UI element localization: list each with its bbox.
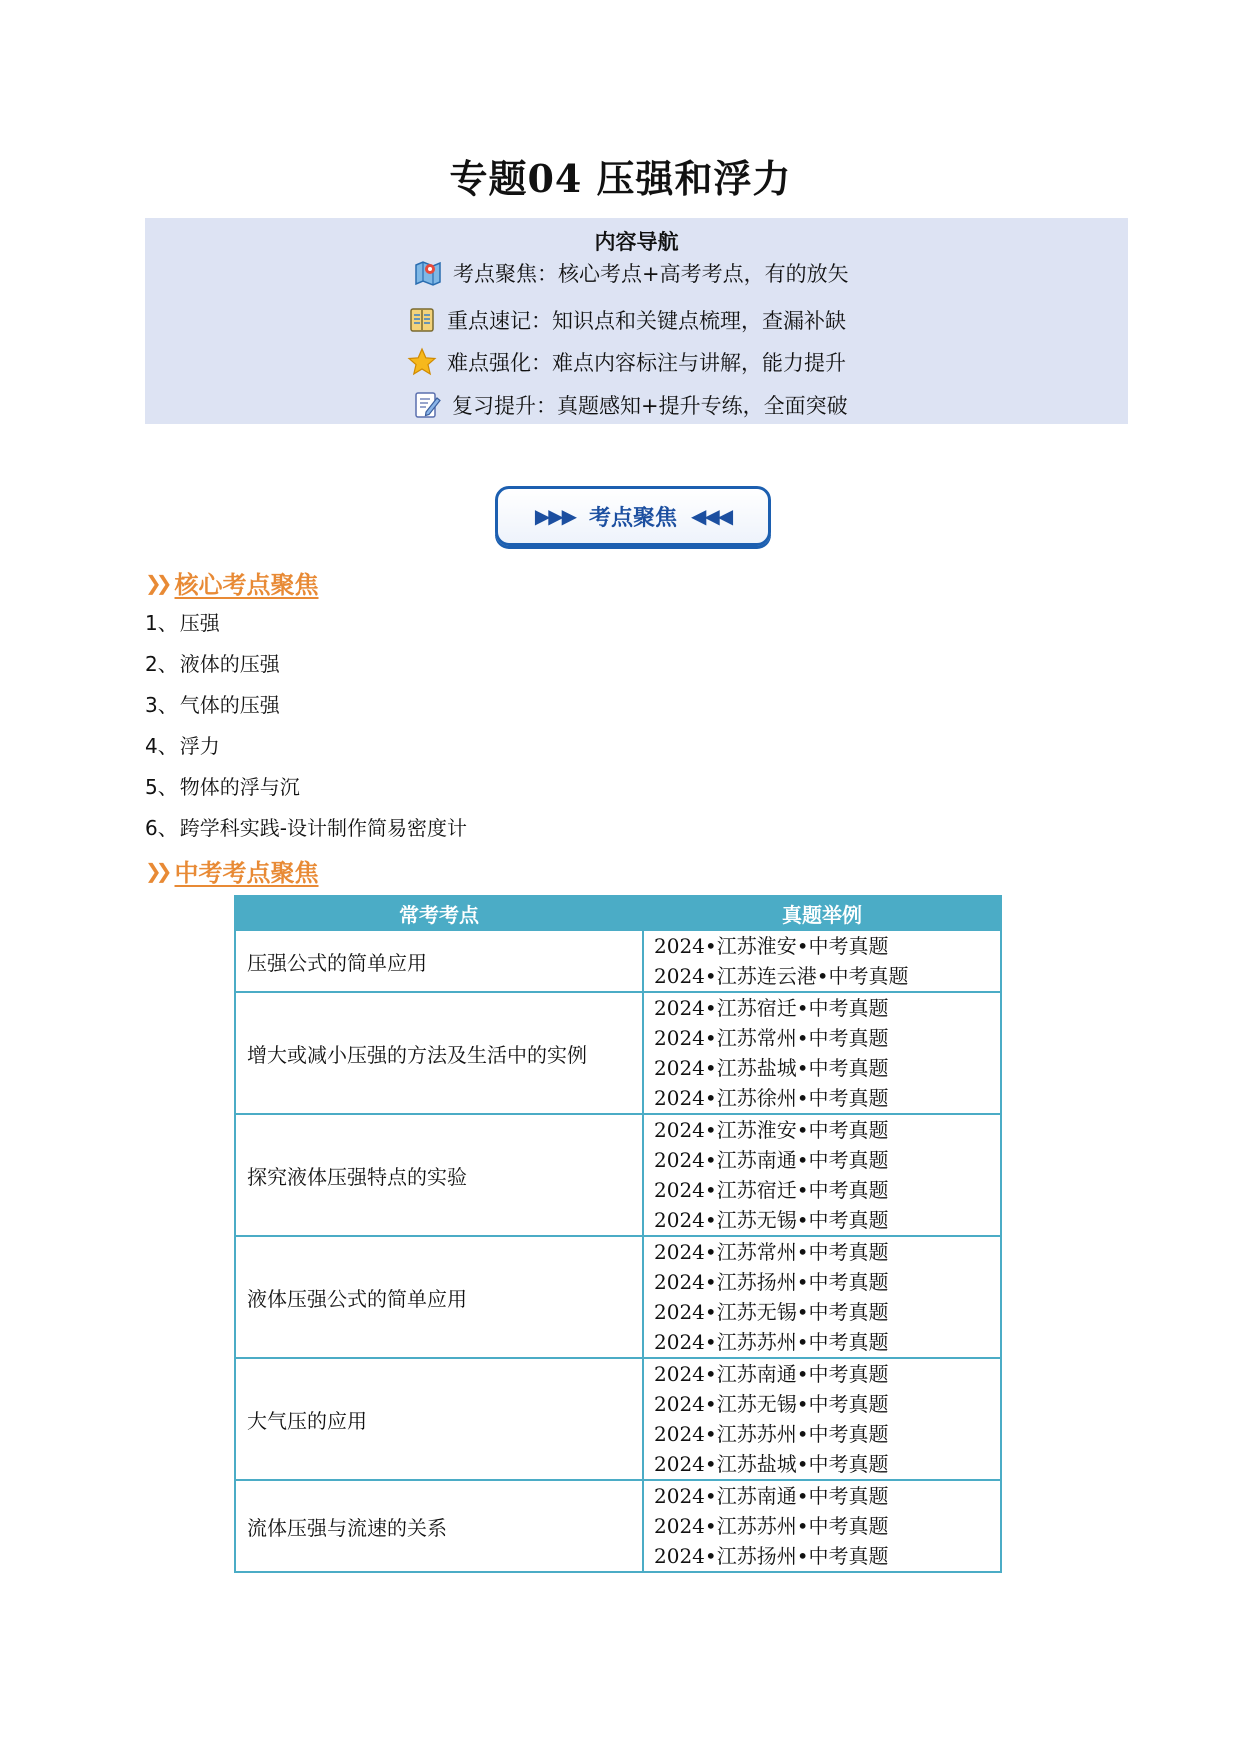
- table-row: 增大或减小压强的方法及生活中的实例 2024•江苏宿迁•中考真题 2024•江苏常州•中考真题 2024•江苏盐城•中考真题 2024•江苏徐州•中考真题: [235, 992, 1001, 1114]
- list-item: 1、 压强: [145, 611, 220, 635]
- banner-label: 考点聚焦: [588, 505, 677, 531]
- list-item: 3、 气体的压强: [145, 693, 280, 717]
- triangle-right-icon: ▶▶▶: [534, 504, 575, 528]
- triangle-left-icon: ◀◀◀: [691, 504, 732, 528]
- column-header-examples: 真题举例: [643, 896, 1001, 930]
- section-banner: [495, 486, 771, 546]
- nav-item-text: 复习提升：真题感知+提升专练，全面突破: [452, 394, 848, 418]
- nav-item-focus: [413, 258, 849, 288]
- exam-points-table: [234, 895, 1002, 1573]
- table-row: 压强公式的简单应用 2024•江苏淮安•中考真题 2024•江苏连云港•中考真题: [235, 930, 1001, 992]
- list-item: 4、 浮力: [145, 734, 220, 758]
- page-title: 专题04 压强和浮力: [449, 156, 792, 201]
- star-icon: [407, 347, 437, 377]
- nav-item-review: [412, 390, 848, 420]
- book-icon: [407, 305, 437, 335]
- table-row: 探究液体压强特点的实验 2024•江苏淮安•中考真题 2024•江苏南通•中考真题 2024•江苏宿迁•中考真题 2024•江苏无锡•中考真题: [235, 1114, 1001, 1236]
- table-row: 流体压强与流速的关系 2024•江苏南通•中考真题 2024•江苏苏州•中考真题 2024•江苏扬州•中考真题: [235, 1480, 1001, 1572]
- nav-item-text: 重点速记：知识点和关键点梳理，查漏补缺: [447, 309, 846, 333]
- table-row: 大气压的应用 2024•江苏南通•中考真题 2024•江苏无锡•中考真题 2024•江苏苏州•中考真题 2024•江苏盐城•中考真题: [235, 1358, 1001, 1480]
- nav-item-text: 考点聚焦：核心考点+高考考点，有的放矢: [453, 262, 849, 286]
- list-item: 2、 液体的压强: [145, 652, 280, 676]
- nav-item-memo: [407, 305, 846, 335]
- column-header-point: 常考考点: [235, 896, 643, 930]
- content-navigation: [145, 218, 1128, 424]
- nav-item-text: 难点强化：难点内容标注与讲解，能力提升: [447, 351, 846, 375]
- table-header-row: [235, 896, 1001, 930]
- double-chevron-icon: ❯❯: [145, 858, 167, 883]
- edit-icon: [412, 390, 442, 420]
- nav-item-difficulty: [407, 347, 846, 377]
- nav-heading: 内容导航: [594, 229, 679, 254]
- list-item: 6、 跨学科实践-设计制作简易密度计: [145, 816, 467, 840]
- table-row: 液体压强公式的简单应用 2024•江苏常州•中考真题 2024•江苏扬州•中考真题 2024•江苏无锡•中考真题 2024•江苏苏州•中考真题: [235, 1236, 1001, 1358]
- double-chevron-icon: ❯❯: [145, 570, 167, 595]
- map-icon: [413, 258, 443, 288]
- list-item: 5、 物体的浮与沉: [145, 775, 300, 799]
- core-points-heading: ❯❯ 核心考点聚焦: [145, 570, 319, 599]
- exam-points-heading: ❯❯ 中考考点聚焦: [145, 858, 319, 887]
